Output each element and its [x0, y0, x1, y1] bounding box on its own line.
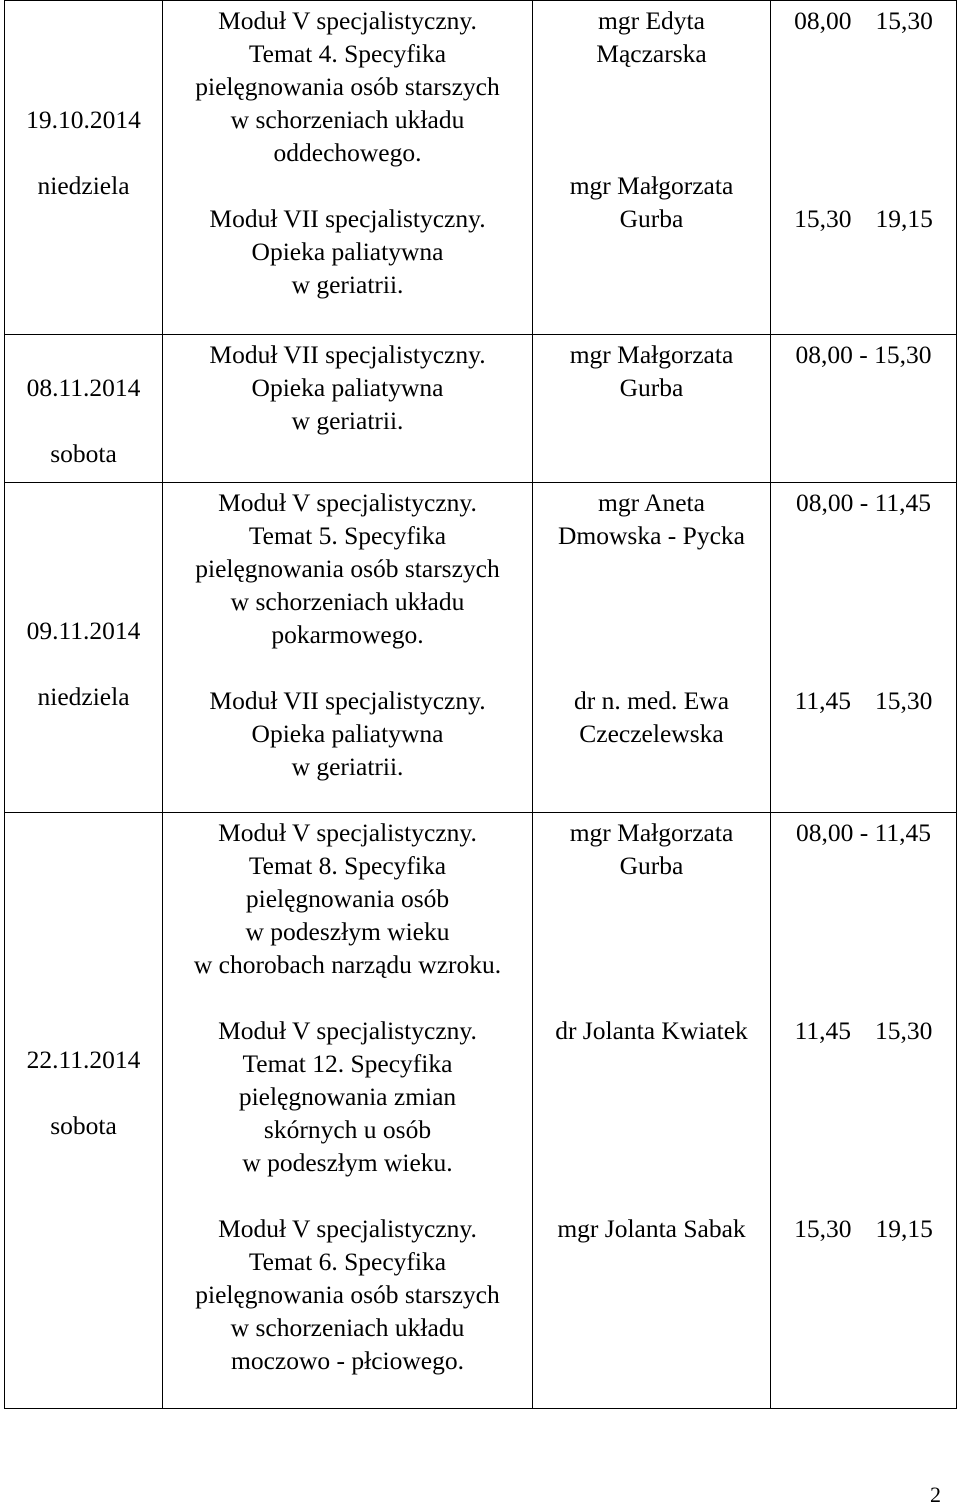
- time-range: [771, 4, 956, 37]
- time-from: 15,30: [794, 1214, 852, 1243]
- date-cell: [5, 1, 163, 335]
- time-from: 11,45: [794, 686, 852, 715]
- topic-line: w schorzeniach układu: [230, 587, 465, 616]
- teacher-cell: [533, 1, 771, 335]
- teacher-line: Gurba: [619, 204, 684, 233]
- topic-line: pielęgnowania osób starszych: [195, 554, 500, 583]
- time-cell: [771, 483, 957, 813]
- topic-line: Moduł V specjalistyczny.: [218, 6, 477, 35]
- day-text: sobota: [50, 1111, 117, 1140]
- time-range: 08,00 - 15,30: [795, 340, 932, 369]
- topic-line: Temat 12. Specyfika: [242, 1049, 453, 1078]
- teacher-line: mgr Małgorzata: [569, 818, 734, 847]
- time-range: [771, 1212, 956, 1245]
- table-row: [5, 335, 957, 483]
- topic-line: w geriatrii.: [291, 406, 404, 435]
- topic-line: Opieka paliatywna: [251, 719, 444, 748]
- topic-line: w geriatrii.: [291, 752, 404, 781]
- topic-line: skórnych u osób: [263, 1115, 432, 1144]
- topic-line: w schorzeniach układu: [230, 105, 465, 134]
- topic-cell: [163, 1, 533, 335]
- date-text: 22.11.2014: [26, 1045, 141, 1074]
- topic-line: Moduł V specjalistyczny.: [218, 1214, 477, 1243]
- date-text: 19.10.2014: [26, 105, 141, 134]
- topic-line: Moduł VII specjalistyczny.: [209, 204, 486, 233]
- teacher-line: mgr Jolanta Sabak: [557, 1214, 746, 1243]
- topic-line: Opieka paliatywna: [251, 237, 444, 266]
- teacher-line: Czeczelewska: [579, 719, 724, 748]
- time-to: 15,30: [875, 6, 933, 35]
- topic-line: oddechowego.: [273, 138, 422, 167]
- time-from: 08,00: [794, 6, 852, 35]
- topic-line: pielęgnowania osób starszych: [195, 1280, 500, 1309]
- page-number: 2: [930, 1482, 941, 1507]
- teacher-line: dr Jolanta Kwiatek: [555, 1016, 748, 1045]
- date-cell: [5, 813, 163, 1409]
- time-range: 08,00 - 11,45: [795, 488, 932, 517]
- topic-line: w podeszłym wieku.: [242, 1148, 453, 1177]
- schedule-table: [4, 0, 957, 1409]
- teacher-line: mgr Małgorzata: [569, 171, 734, 200]
- topic-line: Moduł VII specjalistyczny.: [209, 340, 486, 369]
- date-text: 09.11.2014: [26, 616, 141, 645]
- topic-line: pielęgnowania osób: [245, 884, 450, 913]
- teacher-cell: [533, 483, 771, 813]
- topic-line: pielęgnowania osób starszych: [195, 72, 500, 101]
- topic-line: w schorzeniach układu: [230, 1313, 465, 1342]
- date-cell: [5, 483, 163, 813]
- time-to: 15,30: [875, 1016, 933, 1045]
- topic-line: Temat 8. Specyfika: [248, 851, 447, 880]
- teacher-line: Gurba: [619, 851, 684, 880]
- table-row: [5, 483, 957, 813]
- topic-line: w geriatrii.: [291, 270, 404, 299]
- teacher-line: Mączarska: [596, 39, 707, 68]
- teacher-line: mgr Aneta: [598, 488, 705, 517]
- topic-line: Opieka paliatywna: [251, 373, 444, 402]
- time-cell: [771, 1, 957, 335]
- time-from: 11,45: [794, 1016, 852, 1045]
- topic-cell: [163, 335, 533, 483]
- topic-line: pokarmowego.: [271, 620, 424, 649]
- topic-line: w podeszłym wieku: [245, 917, 450, 946]
- time-from: 15,30: [794, 204, 852, 233]
- teacher-line: mgr Małgorzata: [569, 340, 734, 369]
- teacher-line: dr n. med. Ewa: [573, 686, 730, 715]
- time-to: 19,15: [875, 1214, 933, 1243]
- time-range: [771, 202, 956, 235]
- topic-line: Temat 4. Specyfika: [248, 39, 447, 68]
- table-row: [5, 1, 957, 335]
- time-cell: [771, 335, 957, 483]
- topic-line: Moduł V specjalistyczny.: [218, 488, 477, 517]
- time-to: 15,30: [875, 686, 933, 715]
- date-cell: [5, 335, 163, 483]
- topic-line: w chorobach narządu wzroku.: [193, 950, 502, 979]
- table-row: [5, 813, 957, 1409]
- time-range: [771, 1014, 956, 1047]
- topic-line: Moduł V specjalistyczny.: [218, 818, 477, 847]
- topic-line: moczowo - płciowego.: [231, 1346, 464, 1375]
- teacher-cell: [533, 813, 771, 1409]
- time-range: 08,00 - 11,45: [795, 818, 932, 847]
- day-text: sobota: [50, 439, 117, 468]
- topic-cell: [163, 483, 533, 813]
- topic-line: pielęgnowania zmian: [238, 1082, 457, 1111]
- time-to: 19,15: [875, 204, 933, 233]
- day-text: niedziela: [37, 171, 130, 200]
- teacher-line: Gurba: [619, 373, 684, 402]
- topic-line: Temat 5. Specyfika: [248, 521, 447, 550]
- topic-line: Moduł V specjalistyczny.: [218, 1016, 477, 1045]
- topic-line: Temat 6. Specyfika: [248, 1247, 447, 1276]
- teacher-line: Dmowska - Pycka: [558, 521, 745, 550]
- teacher-cell: [533, 335, 771, 483]
- time-cell: [771, 813, 957, 1409]
- topic-cell: [163, 813, 533, 1409]
- teacher-line: mgr Edyta: [598, 6, 705, 35]
- day-text: niedziela: [37, 682, 130, 711]
- topic-line: Moduł VII specjalistyczny.: [209, 686, 486, 715]
- date-text: 08.11.2014: [26, 373, 141, 402]
- time-range: [771, 684, 956, 717]
